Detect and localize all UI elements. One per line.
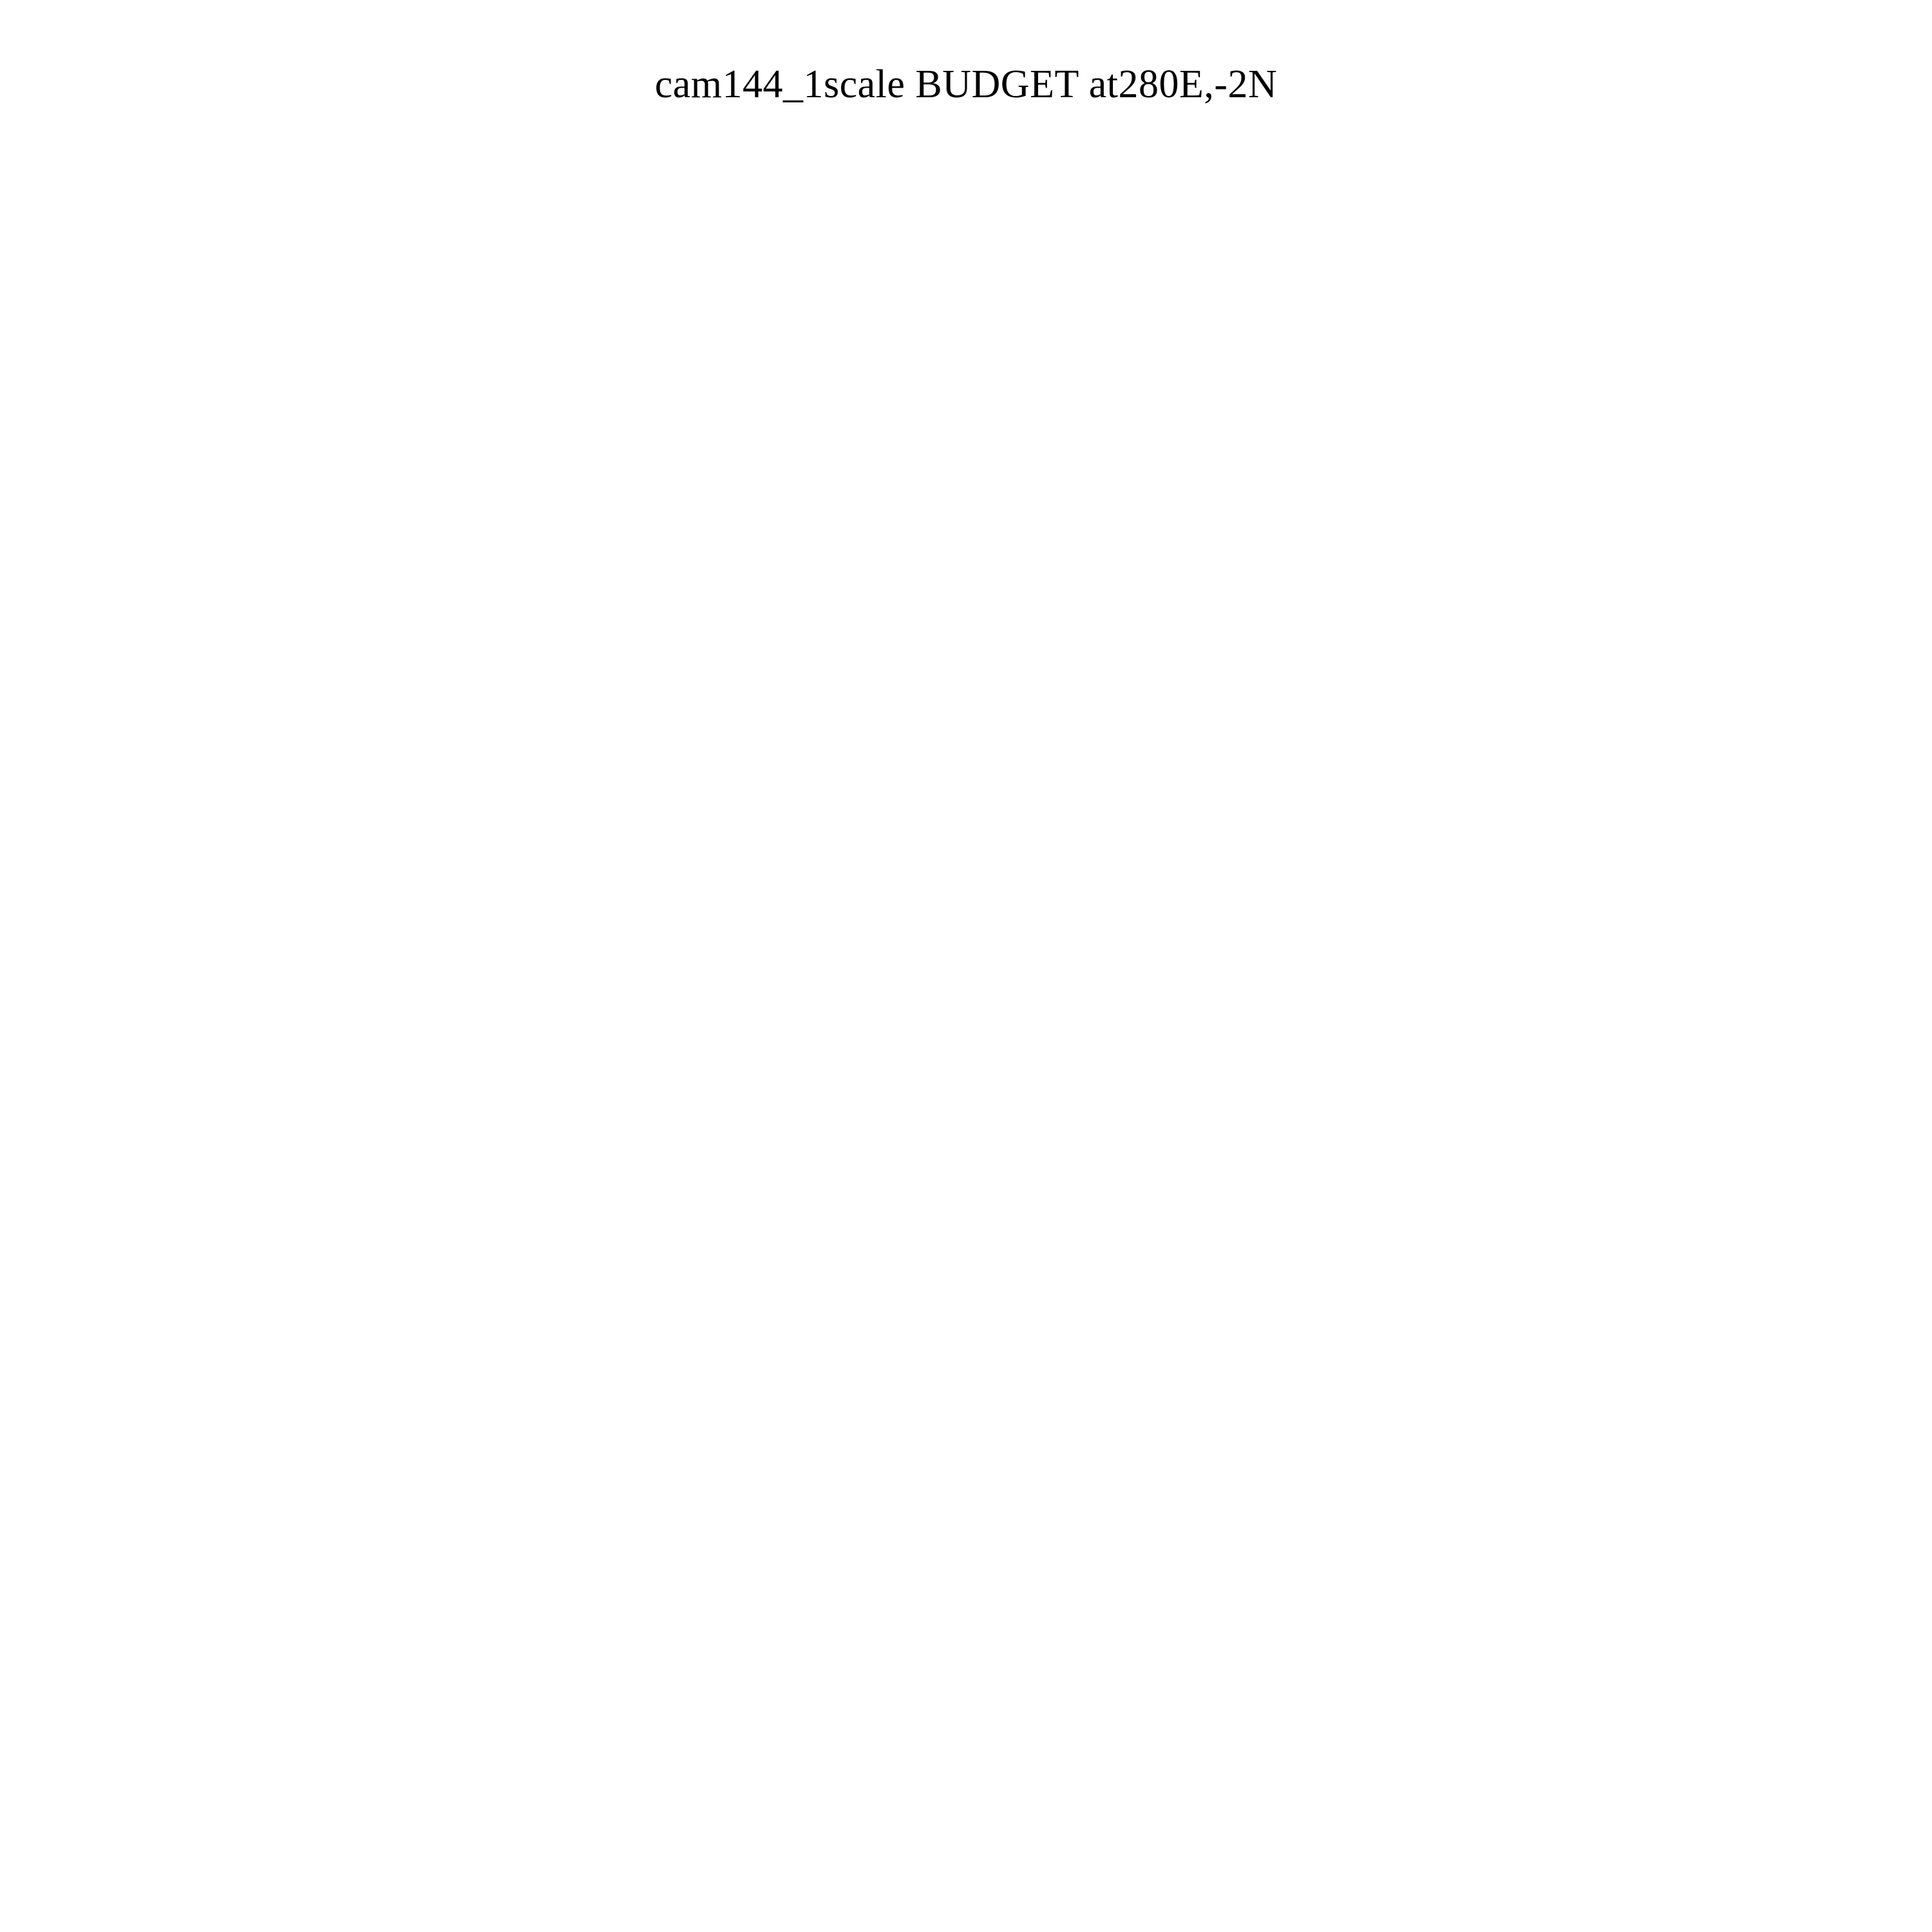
page-title: cam144_1scale BUDGET at280E,-2N xyxy=(654,62,1278,106)
